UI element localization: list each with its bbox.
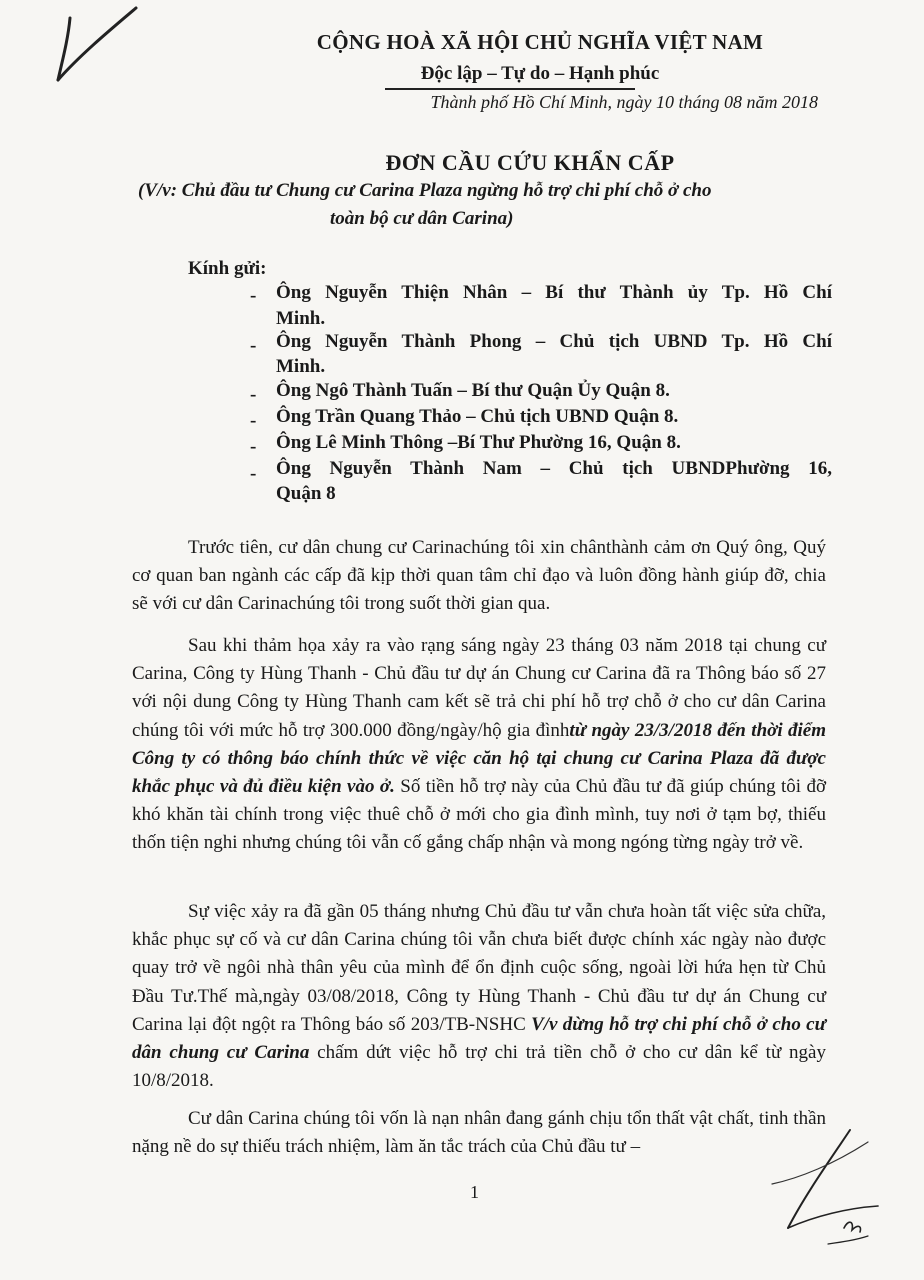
paragraph-3-text-c: chấm dứt việc hỗ trợ chi trả tiền chỗ ở cho cư dân kể từ ngày 10/8/2018.	[132, 1042, 826, 1092]
paragraph-2	[132, 632, 826, 858]
recipient-1-cont: Minh.	[276, 308, 326, 329]
paragraph-1: Trước tiên, cư dân chung cư Carinachúng tôi xin chânthành cảm ơn Quý ông, Quý cơ quan ban ngành các cấp đã kịp thời quan tâm chỉ đạo và luôn đồng hành giúp đỡ, chia sẽ với cư dân Carinachúng tôi trong suốt thời gian qua.	[132, 537, 826, 615]
motto-underline	[385, 88, 635, 90]
recipient-4: Ông Trần Quang Thảo – Chủ tịch UBND Quận 8.	[276, 406, 679, 427]
document-title: ĐƠN CẦU CỨU KHẨN CẤP	[385, 150, 675, 175]
greeting: Kính gửi:	[188, 258, 267, 279]
paragraph-3-text-a: Sự việc xảy ra đã gần 05 tháng nhưng Chủ đầu tư vẫn chưa hoàn tất việc sửa chữa, khắc phục sự cố và cư dân Carina chúng tôi vẫn chưa biết được chính xác ngày nào được quay trở về ngôi nhà thân yêu của mình để ổn định cuộc sống, ngoài lời hứa hẹn từ Chủ Đầu Tư.Thế mà,ngày 03/08/2018, Công ty Hùng Thanh - Chủ đầu tư dự án Chung cư Carina lại đột ngột ra Thông báo số 203/TB-NSHC	[132, 901, 826, 1035]
paragraph-2-text-a: Sau khi thảm họa xảy ra vào rạng sáng ngày 23 tháng 03 năm 2018 tại chung cư Carina, Công ty Hùng Thanh - Chủ đầu tư dự án Chung cư Carina đã ra Thông báo số 27 với nội dung Công ty Hùng Thanh cam kết sẽ trả chi phí hỗ trợ chỗ ở cho cư dân Carina chúng tôi với mức hỗ trợ 300.000 đồng/ngày/hộ gia đình	[132, 635, 826, 741]
page-number: 1	[470, 1182, 479, 1202]
recipient-3: Ông Ngô Thành Tuấn – Bí thư Quận Ủy Quận 8.	[276, 380, 670, 401]
recipient-2: Ông Nguyễn Thành Phong – Chủ tịch UBND Tp. Hồ Chí	[276, 331, 832, 352]
list-dash: -	[250, 410, 257, 431]
paragraph-3	[132, 898, 826, 1095]
signature-initial-mark	[760, 1120, 900, 1270]
paragraph-4: Cư dân Carina chúng tôi vốn là nạn nhân đang gánh chịu tổn thất vật chất, tinh thần nặng nề do sự thiếu trách nhiệm, làm ăn tắc trách của Chủ đầu tư –	[132, 1108, 826, 1158]
list-dash: -	[250, 335, 257, 356]
list-dash: -	[250, 285, 257, 306]
list-dash: -	[250, 463, 257, 484]
recipient-6-cont: Quận 8	[276, 483, 336, 504]
recipient-2-cont: Minh.	[276, 356, 326, 377]
paragraph-3-emphasis: V/v dừng hỗ trợ chi phí chỗ ở cho cư dân chung cư Carina	[132, 1013, 826, 1064]
motto: Độc lập – Tự do – Hạnh phúc	[420, 63, 660, 84]
recipient-5: Ông Lê Minh Thông –Bí Thư Phường 16, Quận 8.	[276, 432, 681, 453]
paragraph-2-text-c: Số tiền hỗ trợ này của Chủ đầu tư đã giúp chúng tôi đỡ khó khăn tài chính trong việc thuê chỗ ở mới cho gia đình mình, tuy nơi ở tạm bợ, thiếu thốn tiện nghi nhưng chúng tôi vẫn cố gắng chấp nhận và mong ngóng từng ngày trở về.	[132, 776, 826, 854]
subject-line-2: toàn bộ cư dân Carina)	[330, 208, 514, 229]
subject-line-1: (V/v: Chủ đầu tư Chung cư Carina Plaza ngừng hỗ trợ chi phí chỗ ở cho	[138, 180, 712, 201]
recipient-1: Ông Nguyễn Thiện Nhân – Bí thư Thành ủy Tp. Hồ Chí	[276, 282, 832, 303]
nation-header: CỘNG HOÀ XÃ HỘI CHỦ NGHĨA VIỆT NAM	[316, 30, 764, 54]
list-dash: -	[250, 384, 257, 405]
list-dash: -	[250, 436, 257, 457]
place-date: Thành phố Hồ Chí Minh, ngày 10 tháng 08 năm 2018	[430, 92, 818, 112]
recipient-6: Ông Nguyễn Thành Nam – Chủ tịch UBNDPhường 16,	[276, 458, 832, 479]
paragraph-2-emphasis: từ ngày 23/3/2018 đến thời điểm Công ty có thông báo chính thức về việc căn hộ tại chung cư Carina Plaza đã được khắc phục và đủ điều kiện vào ở.	[132, 719, 827, 798]
